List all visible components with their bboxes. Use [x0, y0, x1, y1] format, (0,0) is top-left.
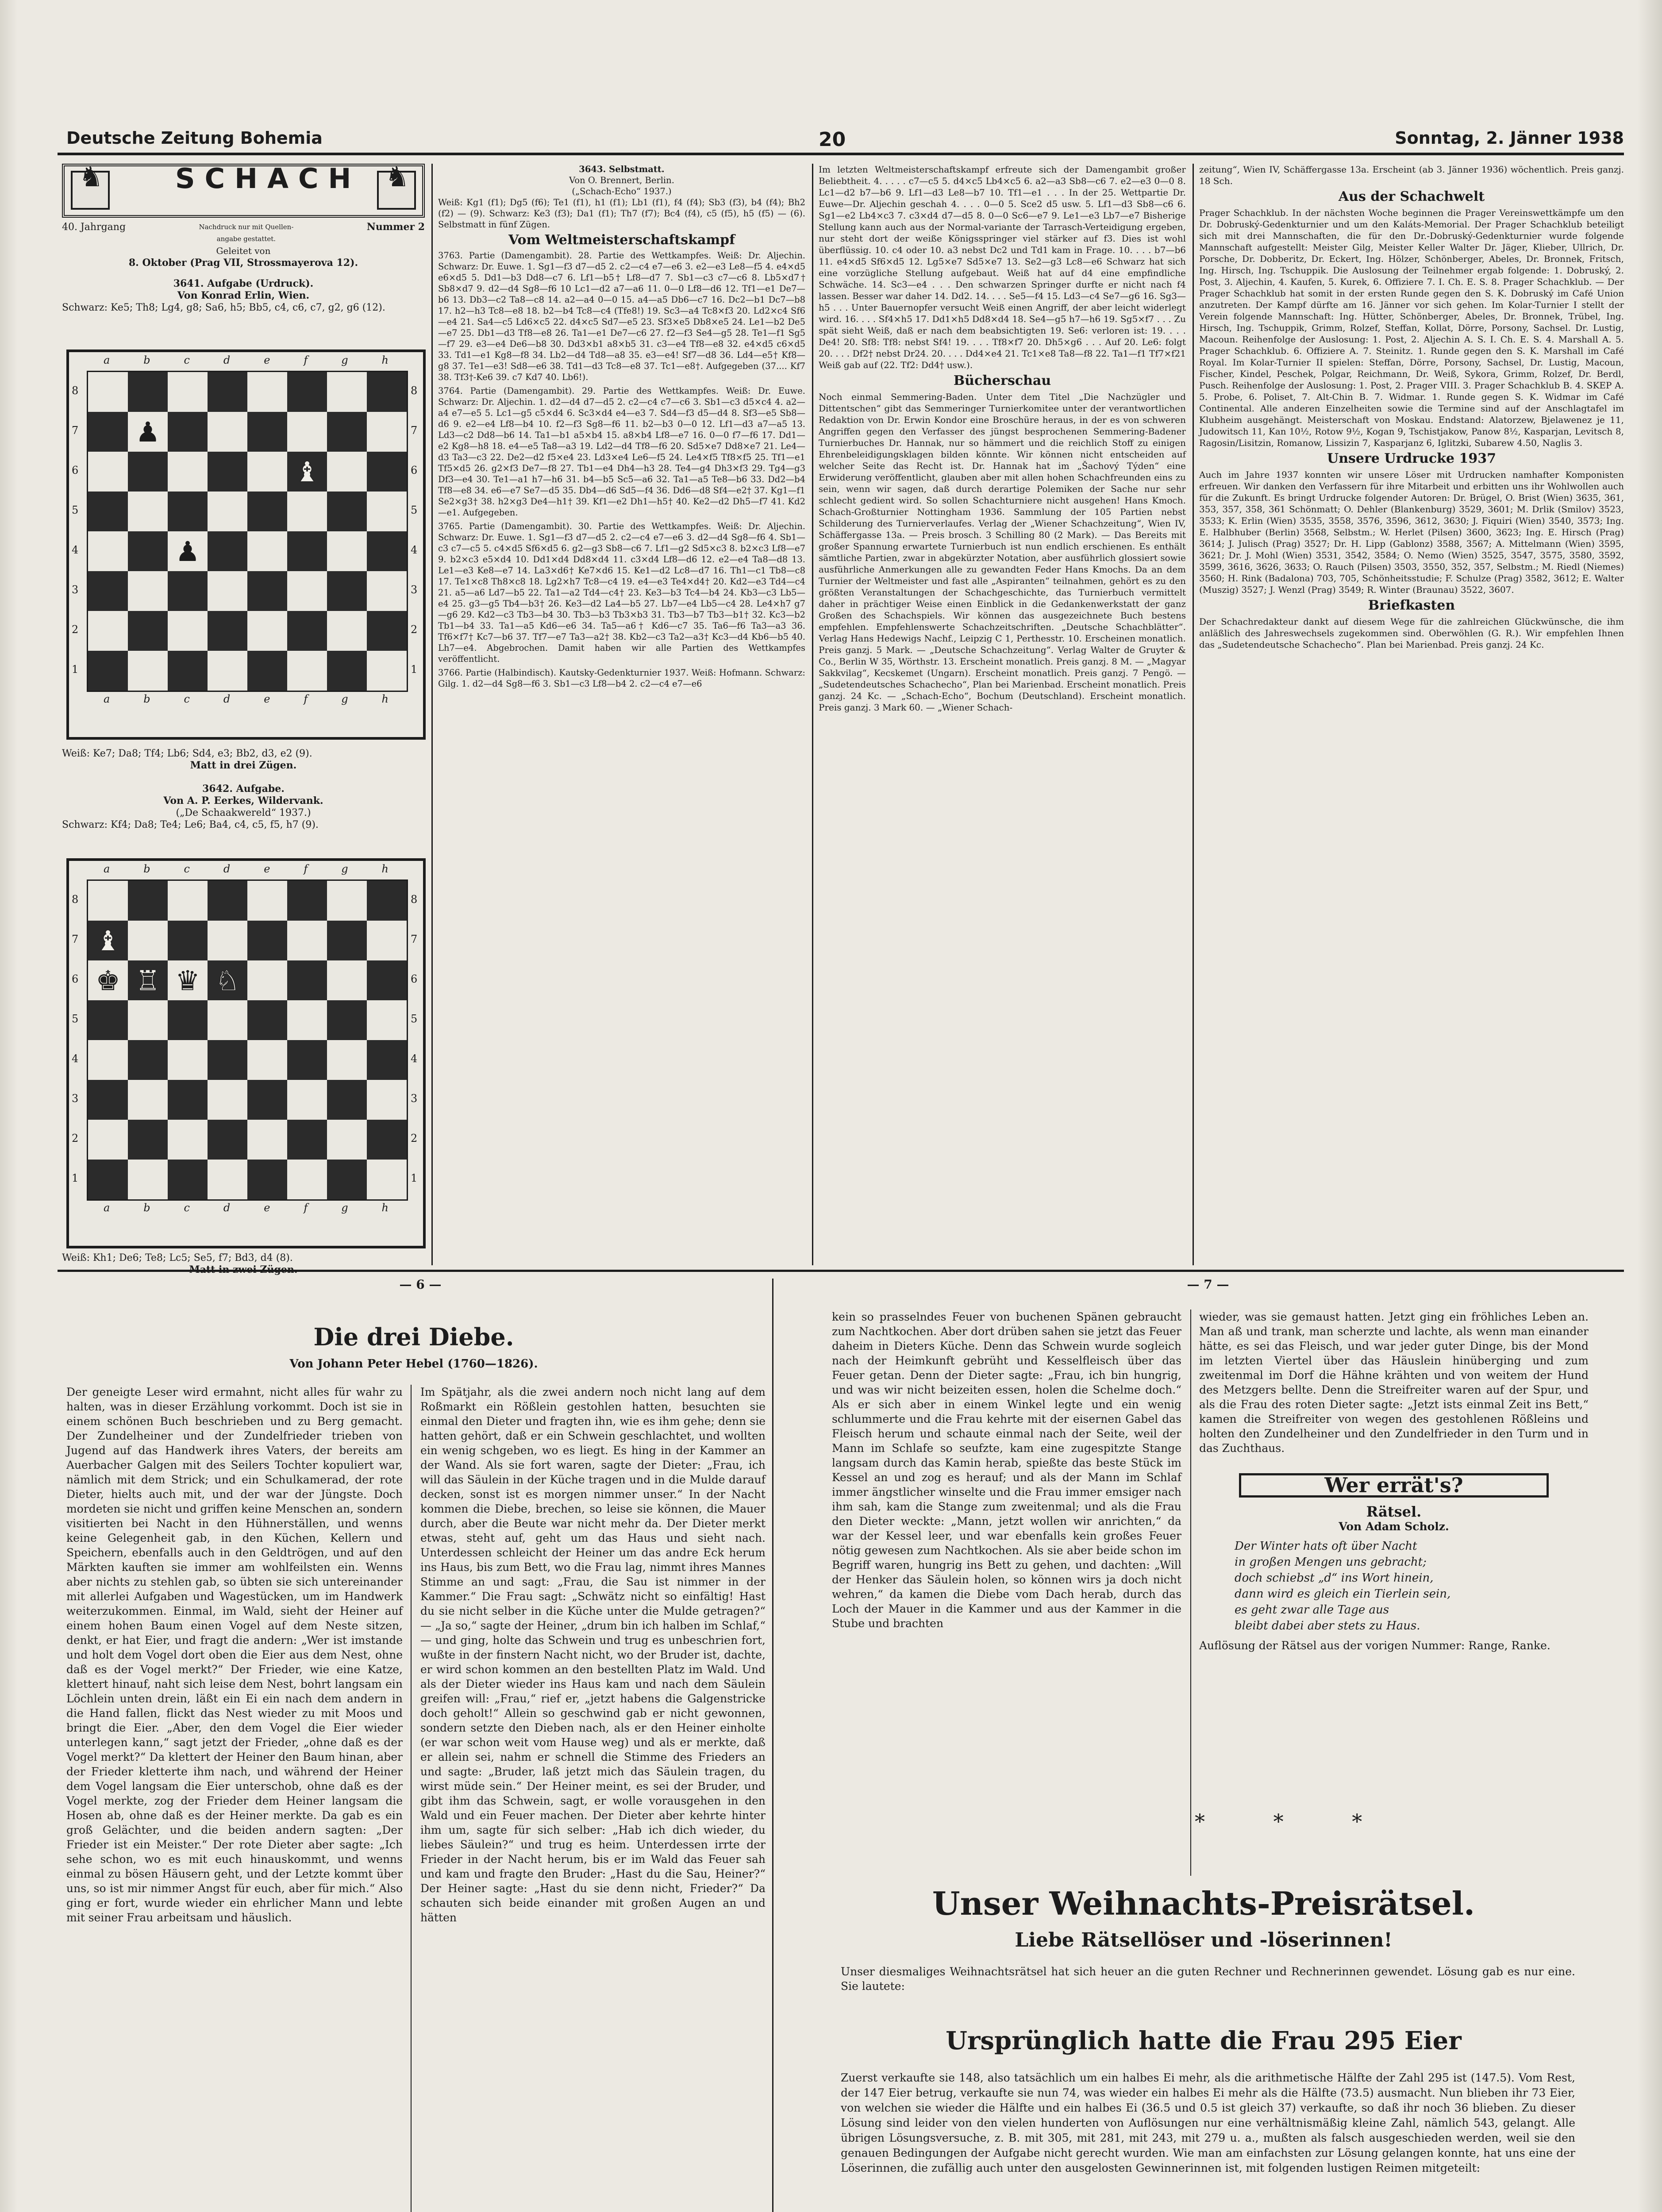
rank-label: 8	[72, 384, 79, 397]
file-label: b	[143, 354, 150, 366]
riddle-line: doch schiebst „d“ ins Wort hinein,	[1235, 1571, 1434, 1585]
rank-label: 6	[72, 464, 79, 476]
board-square	[327, 1080, 367, 1120]
file-label: e	[264, 1202, 270, 1214]
problem2-board-frame	[66, 858, 426, 1248]
board-square	[88, 1120, 128, 1160]
file-label: f	[304, 863, 308, 875]
books-heading: Bücherschau	[953, 373, 1051, 388]
knight-right-icon	[377, 171, 416, 210]
board-square	[128, 372, 168, 412]
board-square	[327, 1040, 367, 1080]
riddle-line: dann wird es gleich ein Tierlein sein,	[1235, 1587, 1451, 1601]
board-square	[128, 492, 168, 531]
board-square	[128, 881, 168, 921]
briefkasten-text: Der Schachredakteur dankt auf diesem Wege für die zahlreichen Glückwünsche, die ihm anläßlich des Jahreswechsels zugekommen sind. Oberwöhlen (G. R.). Wir empfehlen Ihnen das „Sudetendeutsche Schachecho“. Plan bei Marienbad. Preis ganzj. 24 Kc.	[1199, 616, 1624, 650]
page-header	[66, 128, 1624, 155]
board-square	[367, 1000, 407, 1040]
rank-label: 6	[411, 464, 418, 476]
file-label: a	[103, 1202, 110, 1214]
board-square	[367, 372, 407, 412]
riddle-line: Der Winter hats oft über Nacht	[1235, 1540, 1417, 1553]
board-square	[367, 960, 407, 1000]
board-square	[327, 412, 367, 452]
chess-column-3	[819, 164, 1186, 716]
issue-date: Sonntag, 2. Jänner 1938	[1395, 128, 1624, 148]
board-square	[128, 531, 168, 571]
board-square	[247, 412, 287, 452]
board-square	[367, 571, 407, 611]
page-right-number: — 7 —	[1187, 1277, 1229, 1292]
file-label: g	[341, 863, 348, 875]
board-square	[287, 1080, 327, 1120]
chess-piece-icon: ♛	[175, 964, 200, 997]
board-square	[88, 452, 128, 492]
chess-column-1	[62, 164, 425, 314]
board-square	[247, 492, 287, 531]
board-square	[88, 960, 128, 1000]
separator-stars: * * *	[1195, 1809, 1393, 1833]
page-number: 20	[819, 128, 846, 151]
board-square	[128, 1080, 168, 1120]
board-square	[287, 452, 327, 492]
board-square	[128, 611, 168, 651]
file-label: g	[341, 354, 348, 366]
files-top-1	[87, 354, 405, 366]
board-square	[367, 881, 407, 921]
board-square	[287, 1160, 327, 1199]
files-bottom-1	[87, 693, 405, 705]
prize-solution-text	[841, 2070, 1575, 2178]
briefkasten-heading: Briefkasten	[1368, 598, 1455, 613]
riddle-line: in großen Mengen uns gebracht;	[1235, 1555, 1427, 1569]
story-text-3: kein so prasselndes Feuer von buchenen Spänen gebraucht zum Nachtkochen. Aber dort drüben sahen sie jetzt das Feuer daheim in Dieters Küche. Denn das Schwein wurde sogleich nach der Heimkunft gebrüht und Kesselfleisch über das Feuer getan. Denn der Dieter sagte: „Frau, ich bin hungrig, und was wir nicht beizeiten essen, holen die Schelme doch.“ Als er sich aber in einem Winkel legte und ein wenig schlummerte und die Frau kehrte mit der eisernen Gabel das Fleisch herum und schaute einmal nach der Seite, weil der Mann im Schlafe so seufzte, kam eine zugespitzte Stange langsam durch das Kamin herab, spießte das beste Stück im Kessel an und zog es herauf; und als der Mann im Schlaf immer ängstlicher winselte und die Frau immer emsiger nach ihm sah, kam die Stange zum zweitenmal; und als die Frau den Dieter weckte: „Mann, jetzt wollen wir anrichten,“ da war der Kessel leer, und war ebenfalls kein großes Feuer nötig gewesen zum Nachtkochen. Als sie aber beide schon im Begriff waren, hungrig ins Bett zu gehen, und dachten: „Will der Henker das Säulein holen, so können wirs ja doch nicht wehren,“ da kamen die Diebe vom Dach herab, durch das Loch der Mauer in die Kammer und aus der Kammer in die Stube und brachten	[832, 1310, 1181, 1630]
board-square	[88, 492, 128, 531]
board-square	[247, 372, 287, 412]
board-square	[88, 651, 128, 691]
board-square	[208, 1080, 247, 1120]
board-square	[88, 921, 128, 960]
board-square	[168, 492, 208, 531]
rank-label: 3	[72, 1092, 79, 1105]
board-square	[327, 492, 367, 531]
file-label: d	[223, 354, 231, 366]
board-square	[208, 492, 247, 531]
header-rule	[58, 153, 1624, 155]
prize-text: Zuerst verkaufte sie 148, also tatsächlich um ein halbes Ei mehr, als die arithmetische Hälfte der Zahl 295 ist (147.5). Vom Rest, der 147 Eier betrug, verkaufte sie nun 74, was wieder ein halbes Ei mehr als die Hälfte (73.5) ausmacht. Nun blieben ihr 73 Eier, von welchen sie wieder die Hälfte und ein halbes Ei (36.5 und 0.5 ist gleich 37) verkaufte, so daß ihr noch 36 blieben. Zu dieser Lösung sind leider von den vielen hunderten von Auflösungen nur eine verhältnismäßig kleine Zahl, nämlich 543, gelangt. Alle übrigen Lösungsversuche, z. B. mit 305, mit 281, mit 243, mit 279 u. a., mußten als falsch ausgeschieden werden, weil sie den genauen Bedingungen der Aufgabe nicht gerecht wurden. Wie man am einfachsten zur Lösung gelangen konnte, hat uns eine der Löserinnen, die zufällig auch unter den ausgelosten Gewinnerinnen ist, mit folgenden lustigen Reimen mitgeteilt:	[841, 2071, 1575, 2174]
board-square	[287, 372, 327, 412]
story-text-2: Im Spätjahr, als die zwei andern noch nicht lang auf dem Roßmarkt ein Rößlein gestohlen hatten, besuchten sie einmal den Dieter und fragten ihn, wie es ihm gehe; denn sie hatten gehört, daß er ein Schwein geschlachtet, und wollten ein wenig schgeben, wo es liegt. Es hing in der Kammer an der Wand. Als sie fort waren, sagte der Dieter: „Frau, ich will das Säulein in der Küche tragen und in die Mulde darauf decken, sonst ist es morgen nimmer unser.“ In der Nacht kommen die Diebe, brechen, so leise sie können, die Mauer durch, aber die Beute war nicht mehr da. Der Dieter merkt etwas, steht auf, geht um das Haus und sieht nach. Unterdessen schleicht der Heiner um das andre Eck herum ins Haus, bis zum Bett, wo die Frau lag, nimmt ihres Mannes Stimme an und sagt: „Frau, die Sau ist nimmer in der Kammer.“ Die Frau sagt: „Schwätz nicht so einfältig! Hast du sie nicht selber in die Küche unter die Mulde getragen?“ — „Ja so,“ sagte der Heiner, „drum bin ich halben im Schlaf,“ — und ging, holte das Schwein und trug es unbeschrien fort, wußte in der finstern Nacht nicht, wo der Bruder ist, dachte, er wird schon kommen an den bestellten Platz im Wald. Und als der Dieter wieder ins Haus kam und nach dem Säulein greifen will: „Frau,“ rief er, „jetzt habens die Galgenstricke doch geholt!“ Allein so geschwind gab er nicht gewonnen, sondern setzte den Dieben nach, als er den Heiner einholte (er war schon weit vom Hause weg) und als er merkte, daß er allein sei, nahm er schnell die Stimme des Frieders an und sagte: „Bruder, laß jetzt mich das Säulein tragen, du wirst müde sein.“ Der Heiner meint, es sei der Bruder, und gibt ihm das Schwein, sagt, er wolle vorausgehen in den Wald und ein Feuer machen. Der Dieter aber kehrte hinter ihm um, sagte für sich selber: „Hab ich dich wieder, du liebes Säulein?“ und trug es heim. Unterdessen irrte der Frieder in der Nacht herum, bis er im Wald das Feuer sah und kam und fragte den Bruder: „Hast du die Sau, Heiner?“ Der Heiner sagte: „Hast du sie denn nicht, Frieder?“ Da schauten sich beide einander mit großen Augen an und hätten	[420, 1386, 766, 1924]
rank-label: 2	[72, 623, 79, 636]
board-square	[88, 1040, 128, 1080]
board-square	[168, 881, 208, 921]
chess-piece-icon: ♖	[135, 964, 160, 997]
board-square	[327, 571, 367, 611]
file-label: d	[223, 693, 231, 705]
rank-label: 4	[72, 544, 79, 556]
file-label: h	[381, 354, 389, 366]
board-square	[247, 1120, 287, 1160]
board-square	[367, 492, 407, 531]
board-square	[208, 611, 247, 651]
file-label: b	[143, 863, 150, 875]
rank-label: 1	[411, 1172, 418, 1184]
board-square	[287, 921, 327, 960]
problem1-white: Weiß: Ke7; Da8; Tf4; Lb6; Sd4, e3; Bb2, d3, e2 (9).	[62, 748, 312, 759]
jahrgang: 40. Jahrgang	[62, 222, 126, 233]
board-square	[327, 372, 367, 412]
board-square	[247, 531, 287, 571]
selbstmatt-id: 3643. Selbstmatt.	[579, 164, 665, 174]
board-square	[168, 412, 208, 452]
urdrucke-heading: Unsere Urdrucke 1937	[1327, 451, 1496, 466]
board-square	[327, 1160, 367, 1199]
file-label: c	[184, 863, 190, 875]
file-label: g	[341, 1202, 348, 1214]
chess-col-divider-3	[1193, 164, 1194, 1265]
board-square	[327, 1120, 367, 1160]
rank-label: 2	[411, 623, 418, 636]
board-square	[367, 1040, 407, 1080]
rank-label: 6	[411, 973, 418, 985]
game-annotation-text: Im letzten Weltmeisterschaftskampf erfreute sich der Damengambit großer Beliebtheit. 4. . . . . c7—c5 5. d4×c5 Lb4×c5 6. a2—a3 Sb8—c6 7. e2—e3 0—0 8. Lc1—d2 b7—b6 9. Lf1—d3 Le8—b7 10. Tf1—e1 . . . In der 25. Wettpartie Dr. Euwe—Dr. Aljechin geschah 4. . . . 0—0 5. Sce2 d5 usw. 5. Lf1—d3 Sb8—c6 6. Sg1—e2 Lb4×c3 7. c3×d4 d7—d5 8. 0—0 Sc6—e7 9. Le1—e3 Lb7—e7 Bisherige Stellung kann auch aus der Normal-variante der Tarrasch-Verteidigung ergeben, nur steht dort der weiße Königsspringer viel stärker auf f3. Dies ist wohl überflüssig. 10. c4 oder 10. a3 nebst Dc2 und Td1 kam in Frage. 10. . . . b7—b6 11. e4×d5 Sf6×d5 12. Lg5×e7 Sd5×e7 13. Se2—g3 Lc8—e6 Schwarz hat sich eine vorzügliche Stellung aufgebaut. Weiß hat auf d4 eine empfindliche Schwäche. 14. Sc3—e4 . . . Den schwarzen Springer durfte er nicht nach f4 lassen. Besser war daher 14. Dd2. 14. . . . Se5—f4 15. Ld3—c4 Se7—g6 16. Sg3—h5 . . . Unter Bauernopfer versucht Weiß einen Angriff, der aber leicht widerlegt wird. 16. . . . Sf4×h5 17. Dd1×h5 Dd8×d4 18. Se4—g5 h7—h6 19. Sg5×f7 . . . Zu spät sieht Weiß, daß er nach dem beabsichtigten 19. Se6: verloren ist: 19. . . . De4! 20. Sf8: Tf8: nebst Sf4! 19. . . . Tf8×f7 20. Dh5×g6 . . . Auf 20. Le6: folgt 20. . . . Df2† nebst Dr24. 20. . . . Dd4×e4 21. Tc1×e8 Ta8—f8 22. Ta1—f1 Tf7×f21 Weiß gab auf (22. Tf2: Dd4† usw.).	[819, 164, 1186, 370]
chess-piece-icon: ♟	[175, 535, 200, 568]
board-square	[88, 611, 128, 651]
board-square	[327, 651, 367, 691]
urdrucke-text: Auch im Jahre 1937 konnten wir unsere Löser mit Urdrucken namhafter Komponisten erfreuen. Wir danken den Verfassern für ihre Mitarbeit und erbitten uns ihr Wohlwollen auch für die Zukunft. Es bringt Urdrucke folgender Autoren: Dr. Brügel, O. Brist (Wien) 3635, 361, 353, 357, 358, 361 Schönmatt; O. Dehler (Blankenburg) 3529, 3601; M. Drlik (Smilov) 3523, 3533; K. Erlin (Wien) 3535, 3558, 3576, 3596, 3612, 3630; J. Fiquiri (Wien) 3540, 3573; Ing. E. Halbhuber (Berlin) 3568, Selbstm.; W. Herlet (Pilsen) 3600, 3623; Ing. E. Hirsch (Prag) 3614; J. Julisch (Prag) 3527; Dr. H. Lipp (Gablonz) 3588, 3567; A. Mittelmann (Wien) 3595, 3621; Dr. J. Mohl (Wien) 3531, 3542, 3584; O. Nemo (Wien) 3525, 3547, 3575, 3580, 3592, 3599, 3616, 3626, 3633; O. Rauch (Pilsen) 3503, 3550, 352, 357, Selbstm.; M. Riedl (Niemes) 3560; H. Rink (Badalona) 703, 705, Schönheitsstudie; F. Schulze (Prag) 3582, 3612; E. Walter (Muszig) 3527; J. Wenzl (Prag) 3549; R. Winter (Braunau) 3522, 3607.	[1199, 469, 1624, 595]
ranks-left-1	[72, 371, 78, 689]
problem1-id: 3641. Aufgabe (Urdruck).	[173, 278, 314, 289]
selbstmatt-text: Weiß: Kg1 (f1); Dg5 (f6); Te1 (f1), h1 (f1); Lb1 (f1), f4 (f4); Sb3 (f3), b4 (f4); Bh2 (f2) — (9). Schwarz: Ke3 (f3); Da1 (f1); Th7 (f7); Bc4 (f4), c5 (f5), h5 (f5) — (6). Selbstmatt in fünf Zügen.	[438, 197, 805, 230]
board-square	[168, 651, 208, 691]
riddle-heading: Rätsel.	[1366, 1503, 1422, 1520]
board-square	[287, 492, 327, 531]
file-label: e	[264, 693, 270, 705]
file-label: g	[341, 693, 348, 705]
file-label: h	[381, 863, 389, 875]
chess-col-divider-1	[431, 164, 433, 1265]
prize-subtitle: Liebe Rätsellöser und -löserinnen!	[1015, 1929, 1393, 1951]
selbstmatt-source: („Schach-Echo“ 1937.)	[572, 186, 672, 196]
board-square	[287, 1120, 327, 1160]
board-square	[168, 531, 208, 571]
rank-label: 3	[72, 584, 79, 596]
file-label: e	[264, 863, 270, 875]
board-square	[367, 531, 407, 571]
world-text: Prager Schachklub. In der nächsten Woche beginnen die Prager Vereinswettkämpfe um den Dr. Dobruský-Gedenkturnier und um den Kaláts-Memorial. Der Prager Schachklub beteiligt sich mit drei Mannschaften, die für den Dr.-Dobruský-Gedenkturnier wurde folgende Mannschaft aufgestellt: Meister Gilg, Meister Keller Walter Dr. Jäger, Klieber, Ullrich, Dr. Porsche, Dr. Dobberitz, Dr. Eckert, Ing. Hölzer, Schönberger, Abeles, Dr. Bronnek, Fritsch, Ing. Hirsch, Ing. Tschuppik. Die Auslosung der Teilnehmer ergab folgende: 1. Dobruský, 2. Post, 3. Aljechin, 4. Kaufen, 5. Kurek, 6. Offiziere 7. I. Ch. E. S. 8. Prager Schachklub. — Der Prager Schachklub hat somit in der ersten Runde gegen den S. K. Dobruský im Café Union anzutreten. Der Kampf dürfte am 16. Jänner vor sich gehen. Im Kolar-Turnier I stellt der Verein folgende Mannschaft: Ing. Hütter, Schönberger, Abeles, Dr. Bronnek, Trübel, Ing. Hirsch, Ing. Tschuppik, Grimm, Rolzef, Steffan, Kollat, Dörre, Porsony, Sachsel. Dr. Lustig, Macoun. Reihenfolge der Auslosung: 1. Post, 2. Aljechin A. S. I. Ch. E. S. 4. Marshall A. 5. Prager Schachklub. 6. Offiziere A. 7. Steinitz. 1. Runde gegen den S. K. Marshall im Café Royal. Im Kolar-Turnier II spielen: Steffan, Dörre, Porsony, Sachsel, Dr. Lustig, Macoun, Fischer, Kindel, Peschek, Polgar, Reichmann, Dr. Weiß, Sykora, Grimm, Rolzef, Dr. Berdl, Pusch. Reihenfolge der Auslosung: 1. Post, 2. Prager VIII. 3. Prager Schachklub B. 4. SKEP A. 5. Probe, 6. Poliset, 7. Alt-Chin B. 7. Widmar. 1. Runde gegen S. K. Widmar im Café Continental. Alle anderen Einzelheiten sowie die Termine sind auf der Anschlagtafel im Klubheim ausgehängt. Meisterschaft von Moskau. Endstand: Alatorzew, Bjelawenez je 11, Judowitsch 11, Kan 10½, Rotow 9½, Kogan 9, Tschistjakow, Panow 8½, Kasparjan, Levitsch 8, Ragosin/Lisitzin, Romanow, Lissizin 7, Kasparjanz 6, Iglitzki, Subarew 4.50, Naglis 3.	[1199, 207, 1624, 448]
books-text: Noch einmal Semmering-Baden. Unter dem Titel „Die Nachzügler und Dittentschen“ gibt das Semmeringer Turnierkomitee unter der verantwortlichen Redaktion von Dr. Erwin Kondor eine Broschüre heraus, in der es von schweren Angriffen gegen den Verfasser des jüngst besprochenen Semmering-Badener Turnierbuches Dr. Hannak, nur so hämmert und die reichlich Stoff zu einigen Ehrenbeleidigungsklagen bilden könnte. Wir können nicht entscheiden auf welcher Seite das Recht ist. Dr. Hannak hat im „Šachový Týden“ eine Erwiderung veröffentlicht, glauben aber mit allen hohen Schachfreunden eins zu sein, wenn wir sagen, daß durch derartige Polemiken der Sache nur sehr schlecht gedient wird. So sollen Schachturniere nicht ausgehen! Hans Kmoch. Schach-Großturnier Nottingham 1936. Sammlung der 105 Partien nebst Schilderung des Turnierverlaufes. Verlag der „Wiener Schachzeitung“, Wien IV, Schäffergasse 13a. — Preis brosch. 3 Schilling 80 (2 Mark). — Das Bereits mit großer Spannung erwartete Turnierbuch ist nun endlich erschienen. Es enthält sämtliche Partien, zwar in abgekürzter Notation, aber ausführlich glossiert sowie ausführliche Anmerkungen alle zu gewandten Feder Hans Kmochs. Da an dem Turnier der Weltmeister und fast alle „Aspiranten“ teilnahmen, gehört es zu den größten Veranstaltungen der Schachgeschichte, das Turnierbuch vermittelt daher in prächtiger Weise einen Einblick in die Gedankenwerkstatt der ganz Großen des Schachspiels. Wir können das ausgezeichnete Buch bestens empfehlen. Empfehlenswerte Schachzeitschriften. „Deutsche Schachblätter“. Verlag Hans Hedewigs Nachf., Leipzig C 1, Perthesstr. 10. Erscheinen monatlich. Preis ganzj. 5 Mark. — „Deutsche Schachzeitung“. Verlag Walter de Gruyter & Co., Berlin W 35, Wörthstr. 13. Erscheint monatlich. Preis ganzj. 8 M. — „Magyar Sakkvilag“, Kecskemet (Ungarn). Erscheint monatlich. Preis ganzj. 7 Pengö. — „Sudetendeutsches Schachecho“, Plan bei Marienbad. Erscheint monatlich. Preis ganzj. 24 Kc. — „Schach-Echo“, Bochum (Deutschland). Erscheint monatlich. Preis ganzj. 3 Mark 60. — „Wiener Schach-	[819, 392, 1186, 713]
board-square	[247, 921, 287, 960]
board-square	[88, 1160, 128, 1199]
file-label: d	[223, 1202, 231, 1214]
story-column-2	[420, 1385, 766, 1928]
issue-nummer: Nummer 2	[366, 221, 425, 233]
board-square	[208, 372, 247, 412]
problem2-board	[87, 879, 408, 1201]
prize-answer-title: Ursprünglich hatte die Frau 295 Eier	[946, 2026, 1462, 2055]
board-square	[327, 452, 367, 492]
ranks-right-1	[411, 371, 417, 689]
wm-game-3: 3765. Partie (Damengambit). 30. Partie des Wettkampfes. Weiß: Dr. Aljechin. Schwarz: Dr. Euwe. 1. Sg1—f3 d7—d5 2. c2—c4 e7—e6 3. d2—d4 Sg8—f6 4. Sb1—c3 c7—c5 5. c4×d5 Sf6×d5 6. g2—g3 Sb8—c6 7. Lf1—g2 Sd5×c3 8. b2×c3 Lf8—e7 9. b2×c3 e5×d4 10. Dd1×d4 Dd8×d4 11. c3×d4 Lf8—d6 12. e2—e4 Ta8—d8 13. Le1—e3 Ke8—e7 14. La3×d6† Ke7×d6 15. Ke1—d2 Lc8—d7 16. Th1—c1 Tb8—c8 17. Te1×c8 Th8×c8 18. Lg2×h7 Tc8—c4 19. e4—e3 Te4×d4† 20. Kd2—e3 Td4—c4 21. a5—a6 Ld7—b5 22. Ta1—a2 Td4—c4† 23. Ke3—b3 Tc4—b4 24. Kb3—c3 Lb5—e4 25. g3—g5 Tb4—b3† 26. Ke3—d2 La4—b5 27. Lb7—e4 Lb5—c4 28. Le4×h7 g7—g6 29. Kd2—c3 Tb3—b4 30. Tb3—b3 Tb3×b3 31. Tb3—b7 Tb3—b1† 32. Kc3—b2 Tb1—b4 33. Ta1—a5 Kd6—e6 34. Ta5—a6† Kd6—c7 35. Ta6—f6 Ta3—a3 36. Tf6×f7† Kc7—b6 37. Tf7—e7 Ta3—a2† 38. Kb2—c3 Ta2—a3† Kc3—d4 Kb6—b5 40. Lh7—e4. Abgebrochen. Damit haben wir alle Partien des Wettkampfes veröffentlicht.	[438, 521, 805, 664]
board-square	[208, 1040, 247, 1080]
story-text-4: wieder, was sie gemaust hatten. Jetzt ging ein fröhliches Leben an. Man aß und trank, man scherzte und lachte, als wenn man einander hätte, es sei das Fleisch, und war jeder guter Dinge, bis der Mond im letzten Viertel über das Häuslein hinüberging und zum zweitenmal im Dorf die Hähne krähten und von weitem der Hund des Metzgers bellte. Denn die Streifreiter waren auf der Spur, und als die Frau des roten Dieter sagte: „Jetzt ists einmal Zeit ins Bett,“ kamen die Streifreiter von wegen des gestohlenen Rößleins und holten den Zundelheiner und den Zundelfrieder in den Turm und in das Zuchthaus.	[1199, 1310, 1589, 1455]
board-square	[247, 960, 287, 1000]
board-square	[247, 1080, 287, 1120]
rank-label: 4	[411, 1052, 418, 1065]
problem1-task: Matt in drei Zügen.	[190, 760, 297, 771]
board-square	[287, 531, 327, 571]
board-square	[128, 651, 168, 691]
board-square	[327, 960, 367, 1000]
board-square	[287, 1040, 327, 1080]
board-square	[247, 651, 287, 691]
board-square	[367, 1080, 407, 1120]
riddle-line: es geht zwar alle Tage aus	[1235, 1603, 1389, 1617]
board-square	[327, 611, 367, 651]
board-square	[128, 1160, 168, 1199]
schach-title: SCHACH	[175, 162, 361, 195]
board-square	[287, 1000, 327, 1040]
file-label: b	[143, 1202, 150, 1214]
board-square	[168, 960, 208, 1000]
board-square	[287, 611, 327, 651]
rank-label: 5	[411, 1013, 418, 1025]
board-square	[88, 1000, 128, 1040]
board-square	[168, 1120, 208, 1160]
file-label: f	[304, 354, 308, 366]
rank-label: 7	[72, 424, 79, 437]
riddle-poem	[1199, 1538, 1589, 1634]
story-center-divider	[772, 1279, 773, 2212]
file-label: f	[304, 1202, 308, 1214]
problem1-black: Schwarz: Ke5; Th8; Lg4, g8; Sa6, h5; Bb5, c4, c6, c7, g2, g6 (12).	[62, 302, 385, 313]
section-rule	[58, 1270, 1624, 1272]
board-square	[327, 881, 367, 921]
story-divider-2	[1190, 1310, 1191, 1876]
story-divider-1	[411, 1385, 412, 2212]
rank-label: 2	[72, 1132, 79, 1144]
world-heading: Aus der Schachwelt	[1338, 189, 1485, 204]
board-square	[208, 881, 247, 921]
file-label: h	[381, 693, 389, 705]
problem2-id: 3642. Aufgabe.	[202, 783, 285, 795]
wm-game-4: 3766. Partie (Halbindisch). Kautsky-Gedenkturnier 1937. Weiß: Hofmann. Schwarz: Gilg. 1. d2—d4 Sg8—f6 3. Sb1—c3 Lf8—b4 2. c2—c4 e7—e6	[438, 668, 805, 689]
board-square	[327, 1000, 367, 1040]
board-square	[128, 1120, 168, 1160]
board-square	[208, 1120, 247, 1160]
board-square	[168, 571, 208, 611]
story-author: Von Johann Peter Hebel (1760—1826).	[289, 1357, 538, 1371]
board-square	[168, 1000, 208, 1040]
board-square	[208, 651, 247, 691]
board-square	[367, 1120, 407, 1160]
file-label: a	[103, 863, 110, 875]
chess-col-divider-2	[812, 164, 813, 1265]
knight-left-icon	[71, 171, 110, 210]
board-square	[208, 452, 247, 492]
file-label: c	[184, 354, 190, 366]
board-square	[287, 412, 327, 452]
chess-column-4	[1199, 164, 1624, 653]
rank-label: 2	[411, 1132, 418, 1144]
rank-label: 4	[411, 544, 418, 556]
page-left-number: — 6 —	[399, 1277, 442, 1292]
board-square	[168, 611, 208, 651]
board-square	[367, 452, 407, 492]
rank-label: 4	[72, 1052, 79, 1065]
files-top-2	[87, 863, 405, 875]
board-square	[367, 651, 407, 691]
geleitet-label: Geleitet von	[216, 246, 271, 256]
chess-piece-icon: ♘	[215, 964, 240, 997]
wm-game-1: 3763. Partie (Damengambit). 28. Partie des Wettkampfes. Weiß: Dr. Aljechin. Schwarz: Dr. Euwe. 1. Sg1—f3 d7—d5 2. c2—c4 e7—e6 3. e2—e3 Le8—f5 4. e4×d5 e6×d5 5. Dd1—b3 Dd8—c7 6. Lf1—b5† Lf8—d7 7. Sb1—c3 c7—c6 8. Lb5×d7† Sb8×d7 9. d2—d4 Sg8—f6 10 Lc1—d2 a7—a6 11. 0—0 Lf8—d6 12. Tf1—e1 De7—b6 13. Db3—c2 Ta8—c8 14. a2—a4 0—0 15. a4—a5 Db6—c7 16. Dc2—b1 Dc7—b8 17. h2—h3 Tc8—e8 18. b2—b4 Tc8—c4 (Tfe8!) 19. Sc3—a4 Tc8×f3 20. Ld2×c4 Sf6—e4 21. Sa4—c5 Ld6×c5 22. d4×c5 Sd7—e5 23. Sf3×e5 Db8×e5 24. Le1—b2 De5—e7 25. Db1—d3 Tf8—e8 26. Ta1—e1 De7—c6 27. f2—f3 Se4—g5 28. Te1—f1 Sg5—f7 29. e3—e4 De6—b8 30. Dd3×b1 a8×b5 31. c3—e4 Tf8—e8 32. e4×d5 c6×d5 33. Td1—e1 Kg8—f8 34. Lb2—d4 Td8—a8 35. e3—e4! Sf7—d8 36. Ld4—e5† Kf8—g8 37. Te1—e3! Sd8—e6 38. Td1—d3 Tc8—e8 37. Tc1—e8†. Aufgegeben (37.... Kf7 38. Tf3†-Ke6 39. c7 Kd7 40. Lb6!).	[438, 250, 805, 382]
chess-piece-icon: ♟	[135, 415, 160, 448]
board-square	[128, 412, 168, 452]
story-column-3	[832, 1310, 1181, 1633]
board-square	[287, 571, 327, 611]
board-square	[168, 1040, 208, 1080]
board-square	[367, 611, 407, 651]
board-square	[128, 452, 168, 492]
board-square	[128, 960, 168, 1000]
board-square	[287, 651, 327, 691]
board-square	[247, 571, 287, 611]
wm-game-2: 3764. Partie (Damengambit). 29. Partie des Wettkampfes. Weiß: Dr. Euwe. Schwarz: Dr. Aljechin. 1. d2—d4 d7—d5 2. c2—c4 c7—c6 3. Sb1—c3 d5×c4 4. a2—a4 e7—e5 5. Lc1—g5 c5×d4 6. Sc3×d4 e4—e3 7. Sd4—f3 d5—d4 8. Sf3—e5 Sb8—d6 9. e2—e4 Lf8—b4 10. f2—f3 Sg8—f6 11. b2—b3 0—0 12. Lf1—d3 a7—a5 13. Ld3—c2 Dd8—b6 14. Ta1—b1 a5×b4 15. a8×b4 Lf8—e7 16. 0—0 f7—f6 17. Dd1—e2 Kg8—h8 18. e4—e5 Ta8—a3 19. Ld2—d4 Tf8—f6 20. Sd5×e7 Dd8×e7 21. Le4—d3 Ta3—c3 22. De2—d2 f5×e4 23. Ld3×e4 Le6—f5 24. Le4×f5 Tf8×f5 25. Tf1—e1 Tf5×d5 26. g2×f3 De7—f8 27. Tb1—e4 Dh4—h3 28. Te4—g4 Dh3×f3 29. Tg4—g3 Df3—e4 30. Te1—a1 h7—h6 31. b4—b5 Sc5—a6 32. Ta1—a5 Te8—b6 33. Dd2—b4 Tf8—e8 34. e6—e7 Se7—d5 35. Db4—d6 Sd5—f4 36. Dd6—d8 Sf4—e2† 37. Kg1—f1 Se2×g3† 38. h2×g3 De4—h1† 39. Kf1—e2 Dh1—h5† 40. Ke2—d2 Dh5—f7 41. Kd2—e1. Aufgegeben.	[438, 386, 805, 518]
problem2-white: Weiß: Kh1; De6; Te8; Lc5; Se5, f7; Bd3, d4 (8).	[62, 1252, 293, 1263]
rank-label: 3	[411, 584, 418, 596]
riddle-box-title: Wer errät's?	[1239, 1473, 1549, 1498]
rank-label: 7	[411, 424, 418, 437]
problem1-author: Von Konrad Erlin, Wien.	[177, 290, 310, 301]
board-square	[88, 412, 128, 452]
ranks-right-2	[411, 879, 417, 1198]
problem1-solution-block	[62, 748, 425, 831]
board-square	[88, 531, 128, 571]
rank-label: 7	[411, 933, 418, 945]
rank-label: 8	[411, 893, 418, 906]
file-label: h	[381, 1202, 389, 1214]
col4-continuation: zeitung“, Wien IV, Schäffergasse 13a. Erscheint (ab 3. Jänner 1936) wöchentlich. Preis ganzj. 18 Sch.	[1199, 164, 1624, 186]
story-title: Die drei Diebe.	[313, 1323, 514, 1351]
board-square	[208, 921, 247, 960]
file-label: c	[184, 1202, 190, 1214]
board-square	[168, 372, 208, 412]
problem1-board-frame	[66, 349, 426, 740]
schach-meta	[62, 221, 425, 245]
board-square	[247, 452, 287, 492]
problem2-solution-block	[62, 1252, 425, 1276]
board-square	[168, 452, 208, 492]
rank-label: 8	[72, 893, 79, 906]
files-bottom-2	[87, 1202, 405, 1214]
board-square	[367, 1160, 407, 1199]
board-square	[208, 571, 247, 611]
story-text-1: Der geneigte Leser wird ermahnt, nicht alles für wahr zu halten, was in dieser Erzählung vorkommt. Doch ist sie in einem schönen Buch beschrieben und zu Berg gemacht. Der Zundelheiner und der Zundelfrieder trieben von Jugend auf das Handwerk ihres Vaters, der bereits am Auerbacher Galgen mit des Seilers Tochter kopuliert war, nämlich mit dem Strick; und ein Schulkamerad, der rote Dieter, hielts auch mit, und der war der Jüngste. Doch mordeten sie nicht und griffen keine Menschen an, sondern visitierten bei Nacht in den Hühnerställen, und wenns keine Gelegenheit gab, in den Küchen, Kellern und Speichern, ebenfalls auch in den Geldtrögen, und auf den Märkten kauften sie immer am wohlfeilsten ein. Wenns aber nichts zu stehlen gab, so übten sie sich untereinander mit allerlei Aufgaben und Wagestücken, um im Handwerk weiterzukommen. Einmal, im Wald, sieht der Heiner auf einem hohen Baum einen Vogel auf dem Neste sitzen, denkt, er hat Eier, und fragt die andern: „Wer ist imstande und holt dem Vogel dort oben die Eier aus dem Nest, ohne daß es der Vogel merkt?“ Der Frieder, wie eine Katze, klettert hinauf, naht sich leise dem Nest, bohrt langsam ein Löchlein unten drein, läßt ein Ei ein nach dem andern in die Hand fallen, flickt das Nest wieder zu mit Moos und bringt die Eier. „Aber, den dem Vogel die Eier wieder unterlegen kann,“ sagt jetzt der Frieder, „ohne daß es der Vogel merkt?“ Da klettert der Heiner den Baum hinan, aber der Frieder kletterte ihm nach, und während der Heiner dem Vogel langsam die Eier unterschob, ohne daß es der Vogel merkte, zog der Frieder dem Heiner langsam die Hosen ab, ohne daß es der Heiner merkte. Da gab es ein groß Gelächter, und die beiden andern sagten: „Der Frieder ist ein Meister.“ Der rote Dieter aber sagte: „Ich sehe schon, wo es mit euch hinauskommt, und wenns einmal zu bösen Häusern geht, und der Letzte kommt über uns, so ist mir nimmer Angst für euch, aber für mich.“ Also ging er fort, wurde wieder ein ehrlicher Mann und lebte mit seiner Frau arbeitsam und häuslich.	[66, 1386, 403, 1924]
board-square	[208, 1000, 247, 1040]
file-label: d	[223, 863, 231, 875]
problem2-source: („De Schaakwereld“ 1937.)	[176, 807, 311, 818]
board-square	[208, 412, 247, 452]
board-square	[88, 571, 128, 611]
board-square	[88, 372, 128, 412]
file-label: f	[304, 693, 308, 705]
prize-intro: Unser diesmaliges Weihnachtsrätsel hat sich heuer an die guten Rechner und Rechnerinnen gewendet. Lösung gab es nur eine. Sie lautete:	[841, 1965, 1575, 1993]
story-column-4	[1199, 1310, 1589, 1655]
rank-label: 5	[411, 504, 418, 516]
file-label: a	[103, 693, 110, 705]
board-square	[247, 881, 287, 921]
chess-piece-icon: ♝	[295, 455, 319, 488]
board-square	[247, 1160, 287, 1199]
board-square	[128, 921, 168, 960]
riddle-author: Von Adam Scholz.	[1339, 1520, 1449, 1533]
ranks-left-2	[72, 879, 78, 1198]
story-column-1	[66, 1385, 403, 1928]
board-square	[88, 1080, 128, 1120]
board-square	[168, 921, 208, 960]
riddle-answer: Auflösung der Rätsel aus der vorigen Nummer: Range, Ranke.	[1199, 1639, 1550, 1652]
prize-title: Unser Weihnachts-Preisrätsel.	[932, 1885, 1475, 1922]
chess-piece-icon: ♝	[96, 924, 120, 957]
problem2-black: Schwarz: Kf4; Da8; Te4; Le6; Ba4, c4, c5, f5, h7 (9).	[62, 819, 319, 830]
board-square	[88, 881, 128, 921]
board-square	[128, 1000, 168, 1040]
board-square	[128, 571, 168, 611]
riddle-line: bleibt dabei aber stets zu Haus.	[1235, 1619, 1420, 1632]
board-square	[168, 1080, 208, 1120]
rank-label: 1	[411, 663, 418, 676]
rank-label: 7	[72, 933, 79, 945]
board-square	[327, 921, 367, 960]
rank-label: 3	[411, 1092, 418, 1105]
file-label: c	[184, 693, 190, 705]
board-square	[128, 1040, 168, 1080]
board-square	[327, 531, 367, 571]
board-square	[367, 921, 407, 960]
rank-label: 1	[72, 663, 79, 676]
file-label: a	[103, 354, 110, 366]
editor-line: 8. Oktober (Prag VII, Strossmayerova 12).	[128, 257, 358, 269]
problem2-author: Von A. P. Eerkes, Wildervank.	[163, 795, 323, 806]
chess-piece-icon: ♚	[96, 964, 120, 997]
rank-label: 1	[72, 1172, 79, 1184]
chess-column-2	[438, 164, 805, 692]
file-label: b	[143, 693, 150, 705]
board-square	[287, 960, 327, 1000]
wm-heading: Vom Weltmeisterschaftskampf	[508, 232, 735, 248]
rank-label: 5	[72, 1013, 79, 1025]
board-square	[287, 881, 327, 921]
file-label: e	[264, 354, 270, 366]
problem1-board	[87, 371, 408, 692]
board-square	[247, 1040, 287, 1080]
board-square	[247, 1000, 287, 1040]
newspaper-name: Deutsche Zeitung Bohemia	[66, 128, 323, 148]
board-square	[208, 531, 247, 571]
board-square	[168, 1160, 208, 1199]
board-square	[247, 611, 287, 651]
rank-label: 5	[72, 504, 79, 516]
rank-label: 6	[72, 973, 79, 985]
board-square	[208, 1160, 247, 1199]
nachdruck-note: Nachdruck nur mit Quellen-angabe gestattet.	[199, 223, 294, 243]
board-square	[208, 960, 247, 1000]
schach-banner	[62, 164, 425, 218]
selbstmatt-author: Von O. Brennert, Berlin.	[569, 175, 674, 185]
rank-label: 8	[411, 384, 418, 397]
board-square	[367, 412, 407, 452]
